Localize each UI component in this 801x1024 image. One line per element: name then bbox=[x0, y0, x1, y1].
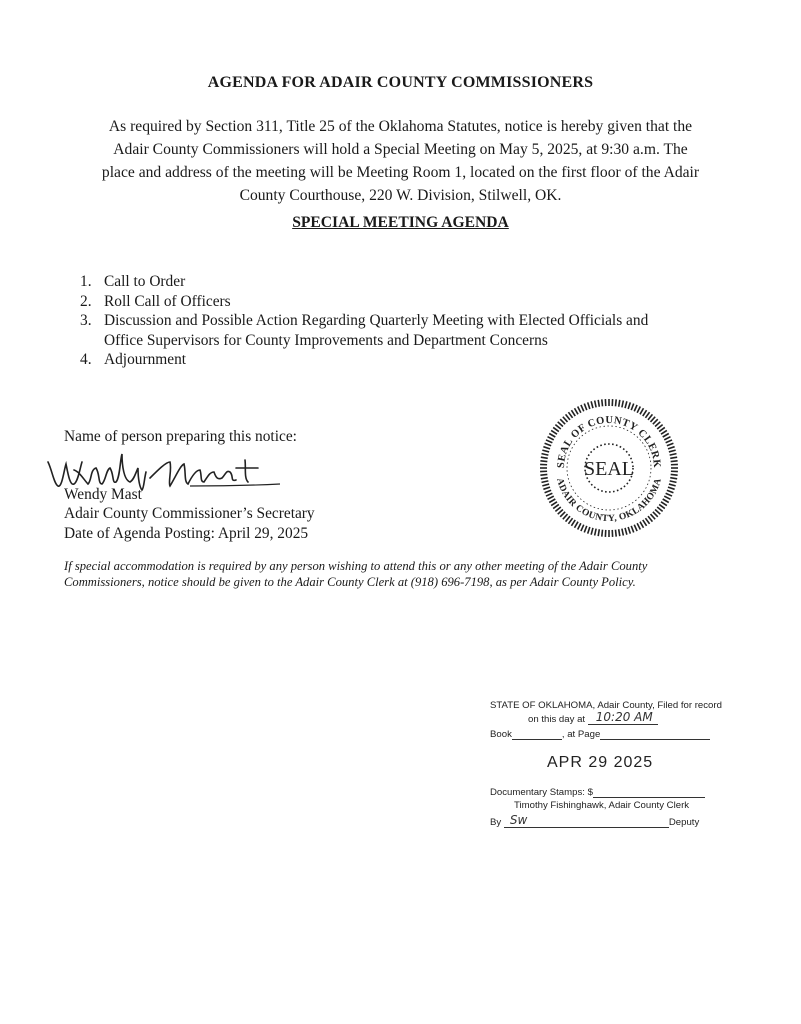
seal-tick bbox=[622, 401, 623, 408]
seal-tick bbox=[571, 410, 575, 416]
seal-tick bbox=[666, 493, 672, 496]
deputy-label: Deputy bbox=[668, 817, 700, 828]
handwritten-time: 10:20 AM bbox=[595, 710, 653, 724]
seal-tick bbox=[584, 526, 587, 533]
seal-tick bbox=[542, 481, 549, 482]
handwritten-initials: Sw bbox=[509, 813, 528, 827]
item-text: Office Supervisors for County Improvements and Department Concerns bbox=[104, 331, 548, 349]
seal-tick bbox=[659, 427, 665, 431]
stamp-filed-date: APR 29 2025 bbox=[547, 754, 654, 771]
seal-bottom-text: ADAIR COUNTY, OKLAHOMA bbox=[554, 477, 664, 525]
stamp-time-label: on this day at bbox=[528, 714, 586, 725]
seal-tick bbox=[615, 399, 616, 406]
seal-tick bbox=[668, 487, 675, 489]
seal-tick bbox=[546, 493, 552, 496]
seal-tick bbox=[640, 522, 644, 528]
intro-line: Adair County Commissioners will hold a Special Meeting on May 5, 2025, at 9:30 a.m. The bbox=[113, 141, 688, 158]
seal-tick bbox=[628, 527, 630, 534]
seal-tick bbox=[578, 523, 581, 529]
seal-tick bbox=[553, 504, 559, 508]
book-label: Book bbox=[490, 729, 512, 740]
agenda-item bbox=[80, 272, 740, 292]
seal-center-text: SEAL bbox=[584, 458, 634, 480]
seal-tick bbox=[591, 401, 593, 408]
seal-tick bbox=[670, 478, 677, 479]
seal-tick bbox=[591, 528, 593, 535]
item-number: 2. bbox=[80, 292, 92, 310]
intro-line: As required by Section 311, Title 25 of the Oklahoma Statutes, notice is hereby given that the bbox=[108, 118, 693, 135]
seal-tick bbox=[645, 412, 649, 418]
seal-tick bbox=[595, 529, 596, 536]
seal-tick bbox=[568, 518, 572, 524]
seal-tick bbox=[655, 422, 660, 427]
item-number: 4. bbox=[80, 351, 92, 368]
seal-tick bbox=[563, 514, 568, 519]
seal-tick bbox=[560, 512, 565, 517]
preparer-name: Wendy Mast bbox=[64, 486, 142, 503]
intro-paragraph bbox=[50, 115, 751, 207]
seal-tick bbox=[543, 487, 550, 489]
seal-tick bbox=[558, 509, 563, 514]
item-number: 3. bbox=[80, 312, 92, 329]
agenda-list bbox=[80, 272, 740, 370]
seal-tick bbox=[622, 529, 623, 536]
agenda-item bbox=[80, 292, 740, 312]
seal-tick bbox=[637, 407, 640, 413]
seal-tick bbox=[540, 474, 547, 475]
seal-tick bbox=[663, 499, 669, 503]
seal-tick bbox=[545, 443, 552, 446]
seal-tick bbox=[666, 440, 672, 443]
seal-tick bbox=[661, 502, 667, 506]
seal-tick bbox=[555, 507, 560, 511]
seal-tick bbox=[551, 502, 557, 506]
seal-tick bbox=[653, 512, 658, 517]
seal-tick bbox=[668, 447, 675, 449]
seal-tick bbox=[625, 401, 627, 408]
seal-tick bbox=[560, 419, 565, 424]
seal-tick bbox=[657, 507, 662, 511]
by-label: By bbox=[490, 817, 502, 828]
seal-tick bbox=[581, 405, 584, 411]
seal-tick bbox=[670, 481, 677, 482]
seal-tick bbox=[645, 518, 649, 524]
stamp-book-row bbox=[490, 729, 710, 740]
seal-tick bbox=[634, 405, 637, 411]
seal-tick bbox=[664, 437, 670, 440]
seal-tick bbox=[602, 399, 603, 406]
seal-tick bbox=[661, 430, 667, 434]
seal-tick bbox=[568, 412, 572, 418]
stamp-time-row bbox=[528, 710, 658, 725]
seal-tick bbox=[667, 490, 674, 493]
intro-line: place and address of the meeting will be Meeting Room 1, located on the first floor of the Adair bbox=[101, 164, 700, 181]
seal-tick bbox=[619, 529, 620, 536]
seal-tick bbox=[631, 526, 634, 533]
agenda-item-continued bbox=[80, 331, 740, 351]
clerk-name: Timothy Fishinghawk, Adair County Clerk bbox=[514, 800, 690, 811]
seal-tick bbox=[669, 484, 676, 486]
seal-tick bbox=[667, 443, 674, 446]
seal-tick bbox=[542, 484, 549, 486]
seal-tick bbox=[664, 496, 670, 499]
seal-tick bbox=[543, 447, 550, 449]
seal-tick bbox=[566, 516, 570, 521]
seal-tick bbox=[555, 425, 560, 429]
posting-date: Date of Agenda Posting: April 29, 2025 bbox=[64, 525, 309, 542]
item-text: Roll Call of Officers bbox=[104, 292, 231, 310]
seal-tick bbox=[669, 450, 676, 452]
seal-tick bbox=[631, 404, 634, 411]
seal-tick bbox=[566, 414, 570, 419]
page-label: , at Page bbox=[561, 729, 601, 740]
seal-tick bbox=[581, 525, 584, 531]
seal-tick bbox=[542, 454, 549, 455]
seal-tick bbox=[578, 407, 581, 413]
seal-tick bbox=[628, 402, 630, 409]
notice-line: If special accommodation is required by any person wishing to attend this or any other meeting of the Adair County bbox=[64, 559, 648, 573]
seal-tick bbox=[546, 440, 552, 443]
seal-tick bbox=[602, 530, 603, 537]
seal-tick bbox=[663, 434, 669, 438]
seal-tick bbox=[670, 457, 677, 458]
county-clerk-seal bbox=[538, 397, 680, 539]
seal-tick bbox=[650, 514, 655, 519]
stamp-header: STATE OF OKLAHOMA, Adair County, Filed for record bbox=[490, 700, 722, 711]
seal-tick bbox=[657, 425, 662, 429]
seal-tick bbox=[575, 408, 579, 414]
preparer-label: Name of person preparing this notice: bbox=[64, 428, 297, 445]
seal-tick bbox=[549, 499, 555, 503]
seal-tick bbox=[643, 410, 647, 416]
seal-tick bbox=[670, 454, 677, 455]
accommodation-notice bbox=[64, 558, 744, 590]
seal-tick bbox=[549, 434, 555, 438]
seal-tick bbox=[640, 408, 644, 414]
seal-tick bbox=[625, 528, 627, 535]
section-heading: SPECIAL MEETING AGENDA bbox=[292, 214, 509, 231]
doc-stamps-row bbox=[490, 787, 705, 798]
by-row bbox=[490, 813, 700, 828]
item-text: Call to Order bbox=[104, 273, 186, 290]
seal-tick bbox=[671, 474, 678, 475]
seal-tick bbox=[548, 496, 554, 499]
seal-tick bbox=[541, 457, 548, 458]
seal-tick bbox=[637, 523, 640, 529]
document-title: AGENDA FOR ADAIR COUNTY COMMISSIONERS bbox=[207, 74, 594, 91]
seal-tick bbox=[548, 437, 554, 440]
seal-tick bbox=[653, 419, 658, 424]
item-text: Discussion and Possible Action Regarding Quarterly Meeting with Elected Officials and bbox=[104, 312, 649, 329]
seal-tick bbox=[563, 417, 568, 422]
seal-tick bbox=[588, 527, 590, 534]
seal-top-text: SEAL OF COUNTY CLERK bbox=[555, 414, 663, 469]
seal-tick bbox=[655, 509, 660, 514]
intro-line: County Courthouse, 220 W. Division, Stilwell, OK. bbox=[239, 187, 562, 204]
seal-tick bbox=[619, 400, 620, 407]
seal-tick bbox=[634, 525, 637, 531]
seal-tick bbox=[584, 404, 587, 411]
agenda-item bbox=[80, 311, 740, 331]
item-number: 1. bbox=[80, 273, 92, 290]
seal-tick bbox=[598, 529, 599, 536]
seal-tick bbox=[575, 522, 579, 528]
seal-tick bbox=[571, 520, 575, 526]
doc-stamps-label: Documentary Stamps: $ bbox=[490, 787, 593, 798]
seal-tick bbox=[595, 401, 596, 408]
agenda-item bbox=[80, 350, 740, 370]
seal-tick bbox=[615, 530, 616, 537]
seal-tick bbox=[643, 520, 647, 526]
seal-tick bbox=[648, 516, 652, 521]
seal-tick bbox=[542, 450, 549, 452]
seal-tick bbox=[659, 504, 665, 508]
seal-tick bbox=[671, 461, 678, 462]
seal-tick bbox=[558, 422, 563, 427]
seal-tick bbox=[551, 430, 557, 434]
seal-tick bbox=[541, 478, 548, 479]
item-text: Adjournment bbox=[104, 351, 187, 368]
seal-tick bbox=[598, 400, 599, 407]
seal-tick bbox=[545, 490, 552, 493]
preparer-title: Adair County Commissioner’s Secretary bbox=[64, 505, 315, 522]
seal-tick bbox=[553, 427, 559, 431]
seal-tick bbox=[540, 461, 547, 462]
seal-tick bbox=[648, 414, 652, 419]
notice-line: Commissioners, notice should be given to the Adair County Clerk at (918) 696-7198, as per Adair County Policy. bbox=[64, 575, 636, 589]
seal-tick bbox=[650, 417, 655, 422]
seal-tick bbox=[588, 402, 590, 409]
